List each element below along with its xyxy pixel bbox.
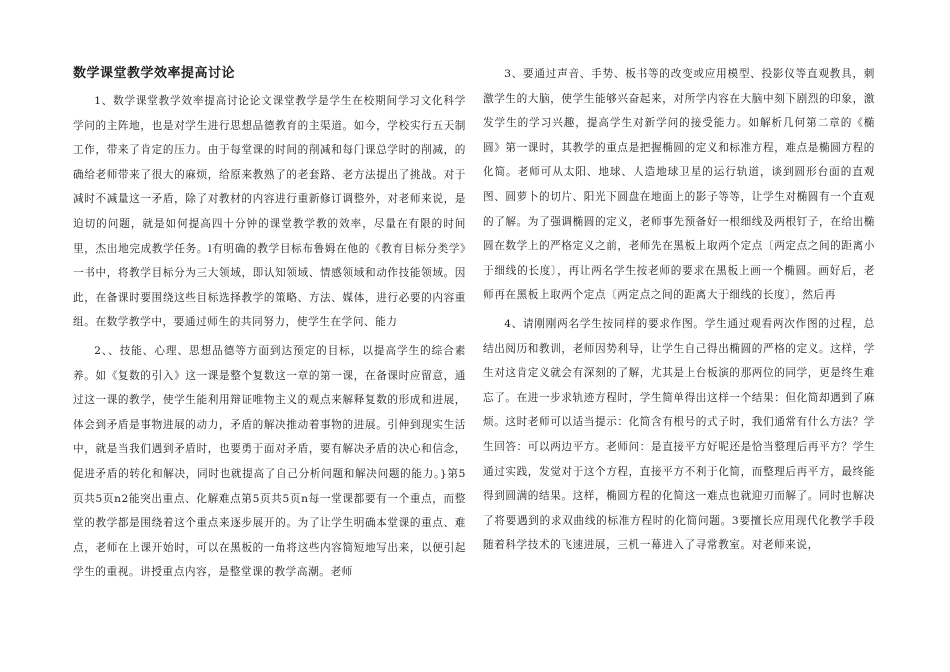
- left-column: [73, 62, 466, 585]
- paragraph-1: 1、数学课堂教学效率提高讨论论文课堂教学是学生在校期间学习文化科学学问的主阵地，也是对学生进行思想品德教育的主渠道。如今，学校实行五天制工作，带来了肯定的压力。由于每堂课的时间的削减和每门课总学时的削减，的确给老师带来了很大的麻烦，给原来教熟了的老套路、老方法提出了挑战。对于减时不减量这一矛盾，除了对教材的内容进行重新修订调整外，对老师来说，是迫切的问题，就是如何提高四十分钟的课堂教学教的效率，尽量在有限的时间里，杰出地完成教学任务。l有明确的教学目标布鲁姆在他的《教育目标分类学》一书中，将教学目标分为三大领域，即认知领域、情感领域和动作技能领域。因此，在备课时要围绕这些目标选择教学的策略、方法、媒体，进行必要的内容重组。在数学教学中，要通过师生的共同努力，使学生在学问、能力: [73, 95, 466, 329]
- paragraph-3: 3、要通过声音、手势、板书等的改变或应用模型、投影仪等直观教具，刺激学生的大脑，使学生能够兴奋起来，对所学内容在大脑中刻下剧烈的印象，激发学生的学习兴趣，提高学生对新学问的接受能力。如解析几何第二章的《椭圆》第一课时，其教学的重点是把握椭圆的定义和标准方程，难点是椭圆方程的化简。老师可从太阳、地球、人造地球卫星的运行轨道，谈到圆形台面的直观图、圆萝卜的切片、阳光下圆盘在地面上的影子等等，让学生对椭圆有一个直观的了解。为了强调椭圆的定义，老师事先预备好一根细线及两根钉子，在给出椭圆在数学上的严格定义之前，老师先在黑板上取两个定点〔两定点之间的距离小于细线的长度〕，再让两名学生按老师的要求在黑板上画一个椭圆。画好后，老师再在黑板上取两个定点〔两定点之间的距离大于细线的长度〕，然后再: [483, 68, 875, 302]
- right-column: [483, 62, 875, 558]
- document-title: 数学课堂教学效率提高讨论: [73, 66, 236, 81]
- paragraph-2: 2、、技能、心理、思想品德等方面到达预定的目标，以提高学生的综合素养。如《复数的引入》这一课是整个复数这一章的第一课，在备课时应留意，通过这一课的教学，使学生能利用辩证唯物主义的观点来解释复数的形成和进展，体会到矛盾是事物进展的动力，矛盾的解决推动着事物的进展。引伸到现实生活中，就是当我们遇到矛盾时，也要勇于面对矛盾，要有解决矛盾的决心和信念，促进矛盾的转化和解决，同时也就提高了自己分析问题和解决问题的能力。}第5页共5页n2能突出重点、化解难点第5页共5页n每一堂课都要有一个重点，而整堂的教学都是围绕着这个重点来逐步展开的。为了让学生明确本堂课的重点、难点，老师在上课开始时，可以在黑板的一角将这些内容简短地写出来，以便引起学生的重视。讲授重点内容，是整堂课的教学高潮。老师: [73, 344, 466, 579]
- paragraph-4: 4、请刚刚两名学生按同样的要求作图。学生通过观看两次作图的过程，总结出阅历和教训，老师因势利导，让学生自己得出椭圆的严格的定义。这样，学生对这肯定义就会有深刻的了解，尤其是上台板演的那两位的同学，更是终生难忘了。在进一步求轨迹方程时，学生简单得出这样一个结果：但化简却遇到了麻烦。这时老师可以适当提示：化简含有根号的式子时，我们通常有什么方法？学生回答：可以两边平方。老师问：是直接平方好呢还是恰当整理后再平方？学生通过实践，发觉对于这个方程，直接平方不利于化简，而整理后再平方，最终能得到圆满的结果。这样，椭圆方程的化简这一难点也就迎刃而解了。同时也解决了将要遇到的求双曲线的标准方程时的化简问题。3要擅长应用现代化教学手段随着科学技术的飞速进展，三机一幕进入了寻常教室。对老师来说，: [483, 317, 875, 552]
